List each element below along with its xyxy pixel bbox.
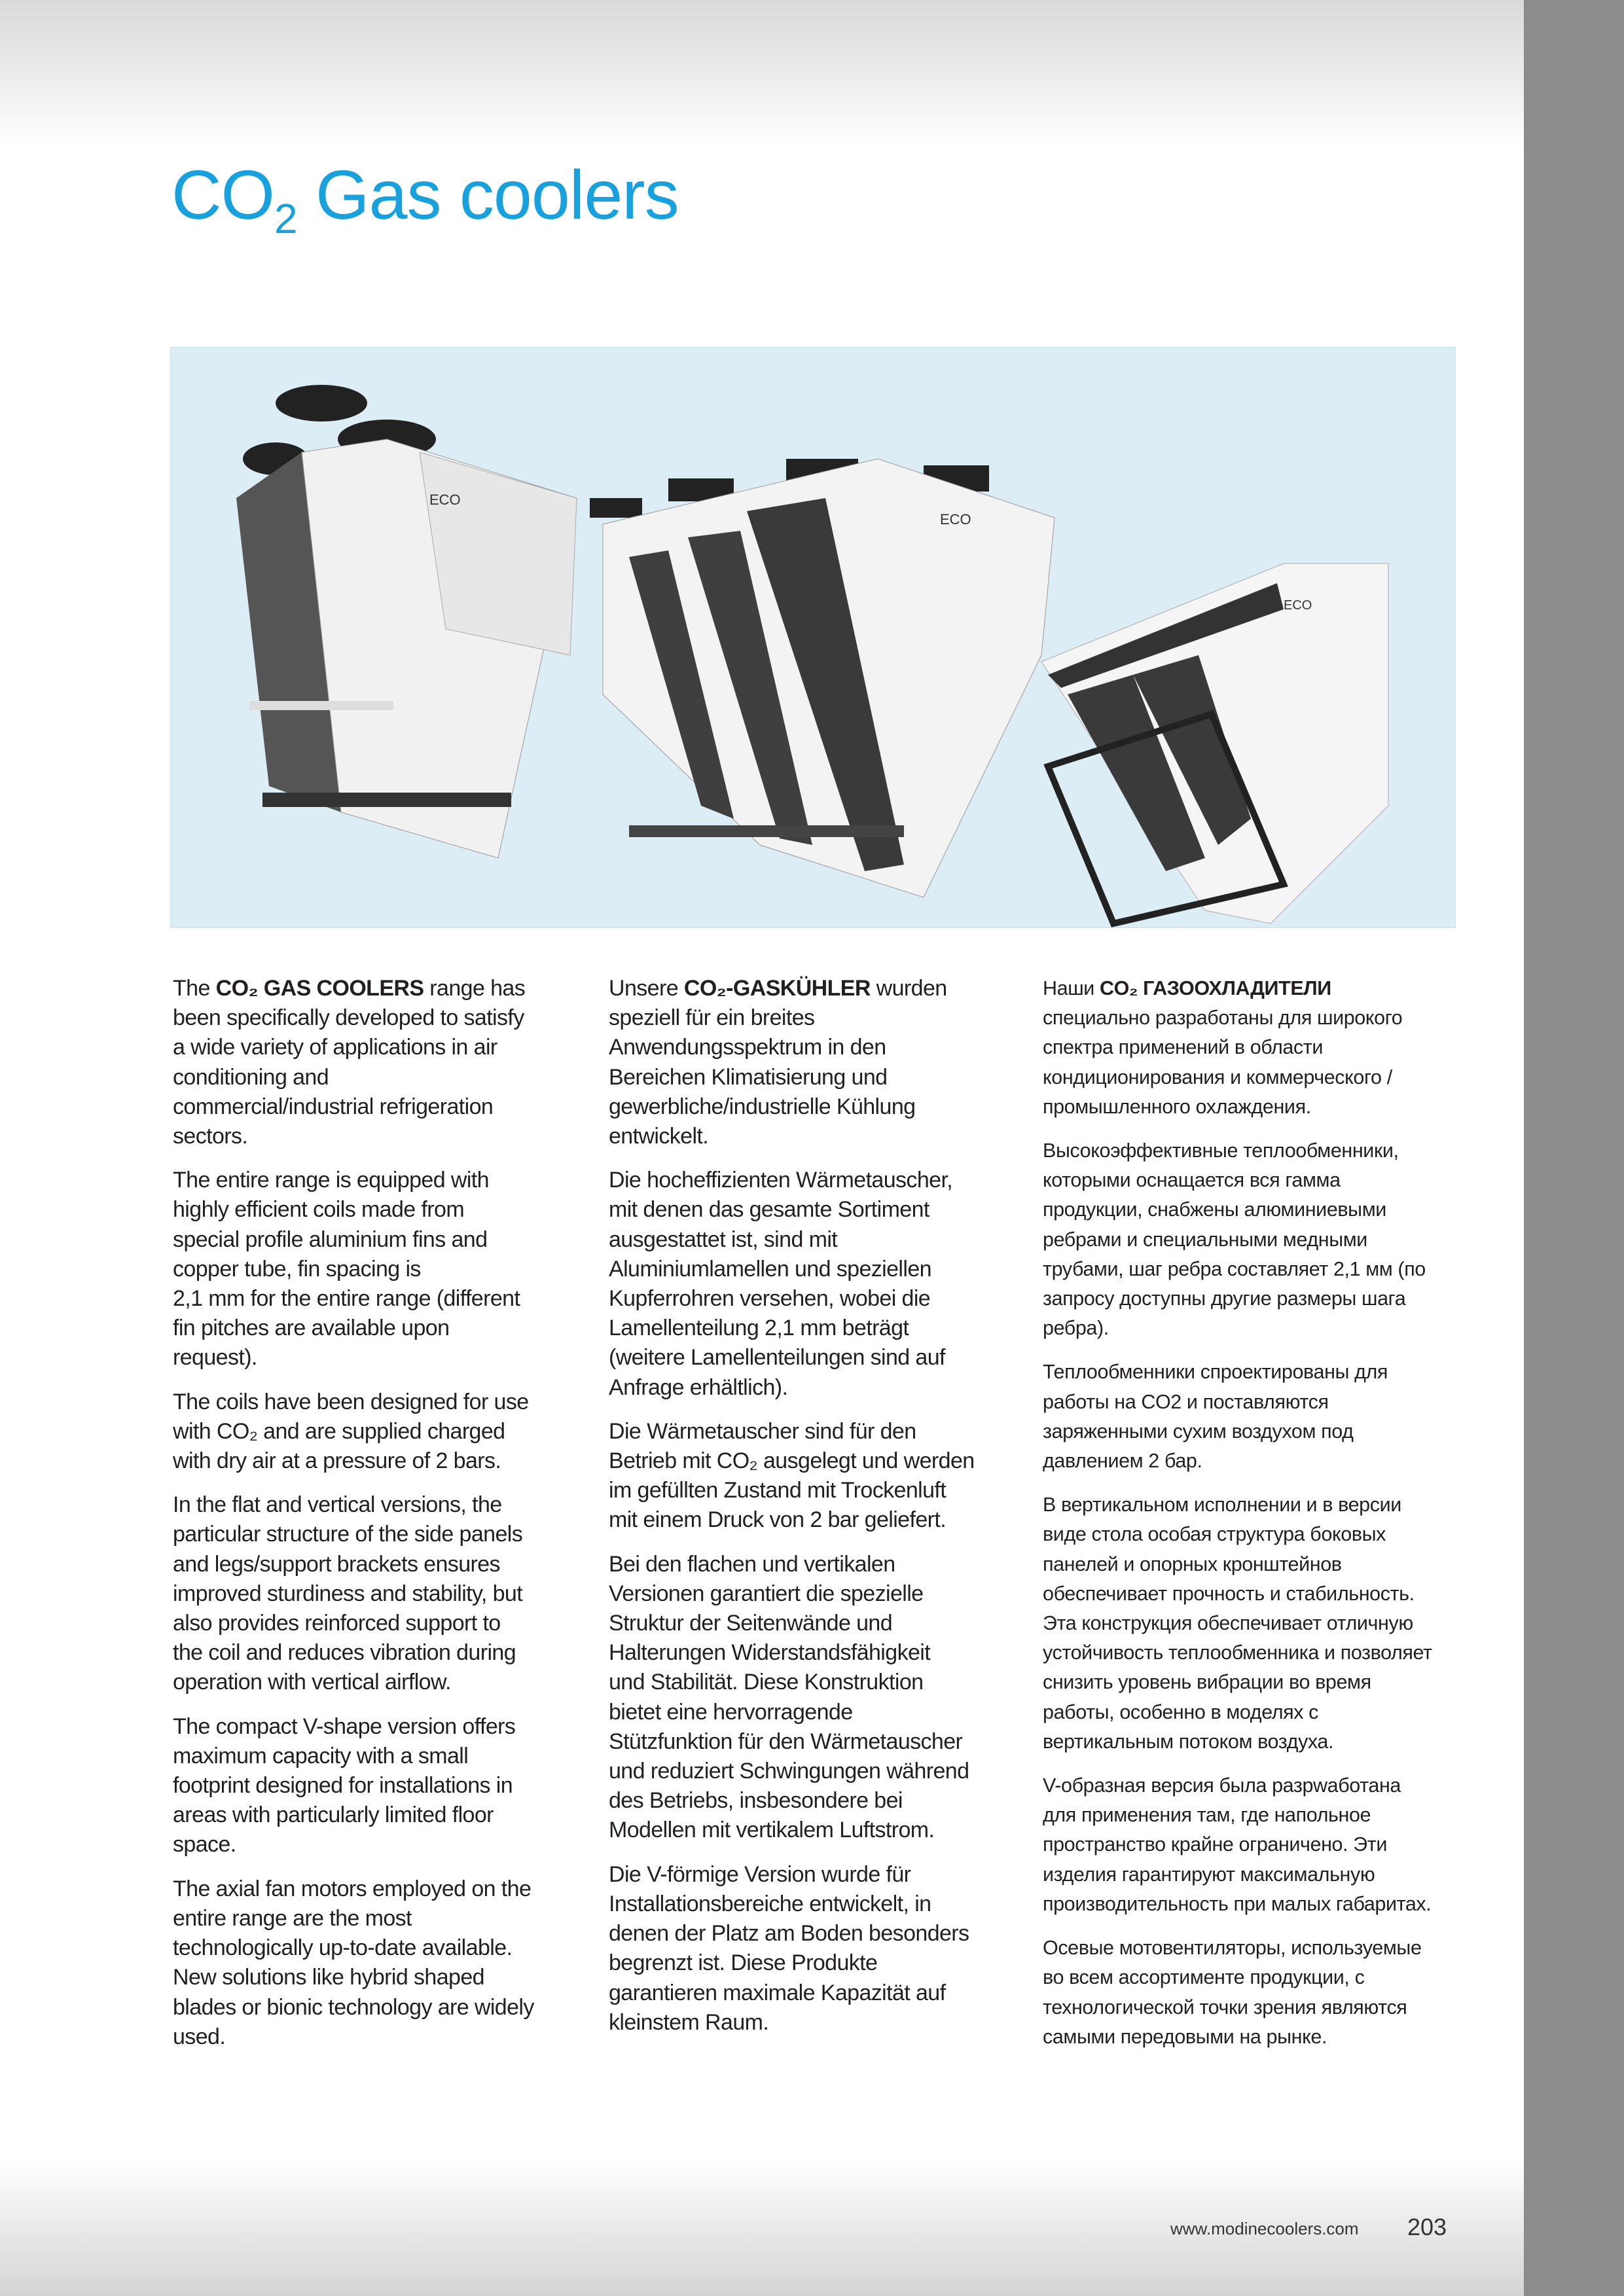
gas-cooler-unit-middle (590, 459, 1055, 897)
footer-website-link[interactable]: www.modinecoolers.com (1170, 2219, 1359, 2238)
title-subscript: 2 (274, 195, 297, 242)
eco-logo-2: ECO (940, 511, 971, 528)
intro-text: wurden speziell für ein breites Anwendungsspektrum in den Bereichen Klimatisierung und gewerbliche/industrielle Kühlung entwickelt. (609, 976, 947, 1149)
paragraph: The entire range is equipped with highly efficient coils made from special profile aluminium fins and copper tube, fin spacing is 2,1 mm for the entire range (different fin pitches are available upon request). (173, 1168, 520, 1371)
product-photo (170, 347, 1456, 928)
paragraph: The coils have been designed for use with CO₂ and are supplied charged with dry air at a pressure of 2 bars. (173, 1389, 529, 1474)
page-number: 203 (1407, 2214, 1447, 2240)
eco-logo-3: ECO (1284, 598, 1312, 613)
product-name: CO₂ ГАЗООХЛАДИТЕЛИ (1099, 977, 1331, 999)
paragraph: Die Wärmetauscher sind für den Betrieb mit CO₂ ausgelegt und werden im gefüllten Zustand mit Trockenluft mit einem Druck von 2 bar geliefert. (609, 1418, 975, 1533)
column-english (173, 974, 592, 2066)
title-co: CO (171, 156, 274, 234)
paragraph: Bei den flachen und vertikalen Versionen garantiert die spezielle Struktur der Seitenwände und Halterungen Widerstandsfähigkeit und Stabilität. Diese Konstruktion bietet eine hervorragende Stützfunktion für den Wärmetauscher und reduziert Schwingungen während des Betriebs, insbesondere bei Modellen mit vertikalem Luftstrom. (609, 1551, 969, 1843)
eco-logo-1: ECO (429, 492, 461, 508)
paragraph: Теплообменники спроектированы для работы на CO2 и поставляются заряженными сухим воздухом под давлением 2 бар. (1043, 1361, 1388, 1473)
column-german (609, 974, 1028, 2052)
paragraph: Высокоэффективные теплообменники, которыми оснащается вся гамма продукции, снабжены алюминиевыми ребрами и специальными медными трубами, шаг ребра составляет 2,1 мм (по запросу доступны другие размеры шага ребра). (1043, 1139, 1426, 1340)
column-russian (1043, 974, 1462, 2066)
paragraph: In the flat and vertical versions, the particular structure of the side panels and legs/support brackets ensures improved sturdiness and stability, but also provides reinforced support to the coil and reduces vibration during operation with vertical airflow. (173, 1492, 523, 1695)
gas-cooler-unit-right (1041, 564, 1388, 924)
intro-text: range has been specifically developed to satisfy a wide variety of applications in air conditioning and commercial/industrial refrigeration sectors. (173, 976, 526, 1149)
intro-text: Наши (1043, 977, 1100, 999)
intro-text: The (173, 976, 216, 1001)
gas-cooler-unit-left (236, 385, 577, 858)
paragraph: The compact V-shape version offers maximum capacity with a small footprint designed for installations in areas with particularly limited floor space. (173, 1713, 516, 1857)
intro-paragraph (1043, 974, 1462, 1122)
intro-paragraph (173, 974, 592, 1151)
page-title (171, 156, 679, 243)
paragraph: The axial fan motors employed on the entire range are the most technologically up-to-date available. New solutions like hybrid shaped blades or bionic technology are widely used. (173, 1876, 534, 2049)
product-name: CO₂-GASKÜHLER (683, 976, 871, 1001)
paragraph: Die V-förmige Version wurde für Installationsbereiche entwickelt, in denen der Platz am Boden besonders begrenzt ist. Diese Produkte garantieren maximale Kapazität auf kleinstem Raum. (609, 1861, 969, 2035)
intro-text: специально разработаны для широкого спектра применений в области кондиционирования и коммерческого / промышленного охлаждения. (1043, 1007, 1403, 1118)
paragraph: V-образная версия была разрwаботана для применения там, где напольное пространство крайне ограничено. Эти изделия гарантируют максимальную производительность при малых габаритах. (1043, 1774, 1432, 1915)
product-name: CO₂ GAS COOLERS (215, 976, 424, 1001)
paragraph: Осевые мотовентиляторы, используемые во всем ассортименте продукции, с технологической точки зрения являются самыми передовыми на рынке. (1043, 1937, 1422, 2048)
paragraph: В вертикальном исполнении и в версии виде стола особая структура боковых панелей и опорных кронштейнов обеспечивает прочность и стабильность. Эта конструкция обеспечивает отличную устойчивость теплообменника и позволяет снизить уровень вибрации во время работы, особенно в моделях с вертикальным потоком воздуха. (1043, 1494, 1432, 1753)
title-rest: Gas coolers (297, 156, 679, 234)
intro-paragraph (609, 974, 1028, 1151)
intro-text: Unsere (609, 976, 684, 1001)
page-edge-tab (1524, 0, 1624, 2296)
paragraph: Die hocheffizienten Wärmetauscher, mit denen das gesamte Sortiment ausgestattet ist, sind mit Aluminiumlamellen und speziellen Kupferrohren versehen, wobei die Lamellenteilung 2,1 mm beträgt (weitere Lamellenteilungen sind auf Anfrage erhältlich). (609, 1168, 953, 1400)
